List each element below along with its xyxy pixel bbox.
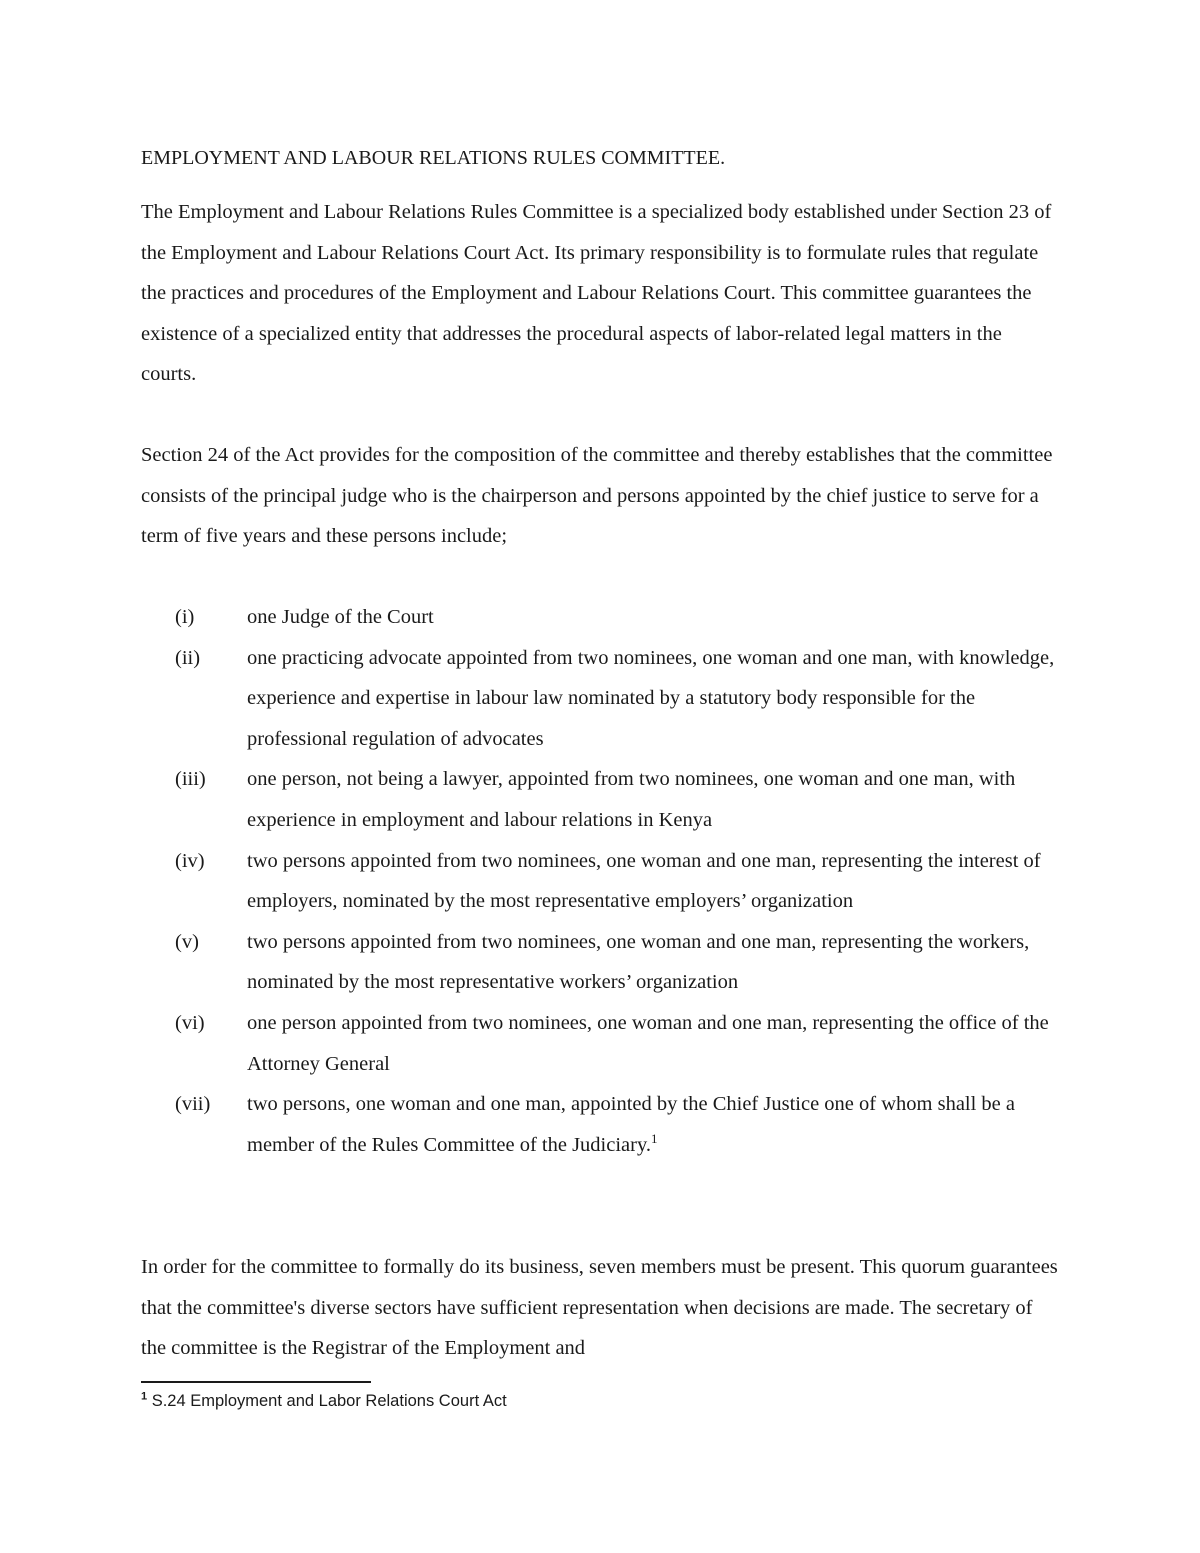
list-item [141, 841, 1061, 922]
list-item-text: two persons appointed from two nominees, one woman and one man, representing the interest of employers, nominated by the most representative employers’ organization [247, 849, 1041, 913]
list-item-number: (ii) [175, 646, 201, 669]
list-item [141, 638, 1061, 760]
list-item-text: two persons, one woman and one man, appointed by the Chief Justice one of whom shall be a member of the Rules Committee of the Judiciary. [247, 1093, 1016, 1156]
list-item-number: (i) [175, 606, 195, 628]
list-item-text: two persons appointed from two nominees, one woman and one man, representing the workers, nominated by the most representative workers’ organization [247, 930, 1030, 994]
paragraph-quorum: In order for the committee to formally do its business, seven members must be present. This quorum guarantees that the committee's diverse sectors have sufficient representation when decisions are made. The secretary of the committee is the Registrar of the Employment and [141, 1256, 1058, 1360]
member-list [141, 597, 1061, 1165]
paragraph-intro: The Employment and Labour Relations Rules Committee is a specialized body established under Section 23 of the Employment and Labour Relations Court Act. Its primary responsibility is to formulate rules that regulate the practices and procedures of the Employment and Labour Relations Court. This committee guarantees the existence of a specialized entity that addresses the procedural aspects of labor-related legal matters in the courts. [141, 201, 1052, 386]
list-item-text: one person appointed from two nominees, one woman and one man, representing the office of the Attorney General [247, 1011, 1049, 1075]
footnote [141, 1389, 507, 1413]
list-item [141, 597, 1061, 638]
list-item [141, 1084, 1061, 1165]
list-item [141, 1003, 1061, 1084]
list-item-number: (iii) [175, 768, 206, 791]
list-item-text: one Judge of the Court [247, 606, 434, 628]
list-item-number: (v) [175, 930, 199, 953]
footnote-text: S.24 Employment and Labor Relations Court Act [151, 1392, 507, 1410]
list-item [141, 922, 1061, 1003]
footnote-reference[interactable]: 1 [651, 1130, 658, 1146]
list-item-number: (vii) [175, 1093, 211, 1116]
list-item-number: (iv) [175, 849, 205, 872]
paragraph-composition: Section 24 of the Act provides for the composition of the committee and thereby establishes that the committee consists of the principal judge who is the chairperson and persons appointed by the chief justice to serve for a term of five years and these persons include; [141, 444, 1053, 548]
list-item-number: (vi) [175, 1011, 205, 1034]
list-item [141, 759, 1061, 840]
list-item-text: one person, not being a lawyer, appointed from two nominees, one woman and one man, with experience in employment and labour relations in Kenya [247, 768, 1016, 831]
document-heading: EMPLOYMENT AND LABOUR RELATIONS RULES COMMITTEE. [141, 147, 726, 169]
footnote-divider [141, 1381, 371, 1383]
footnote-marker: 1 [141, 1390, 148, 1403]
list-item-text: one practicing advocate appointed from two nominees, one woman and one man, with knowledge, experience and expertise in labour law nominated by a statutory body responsible for the professional regulation of advocates [247, 646, 1055, 750]
